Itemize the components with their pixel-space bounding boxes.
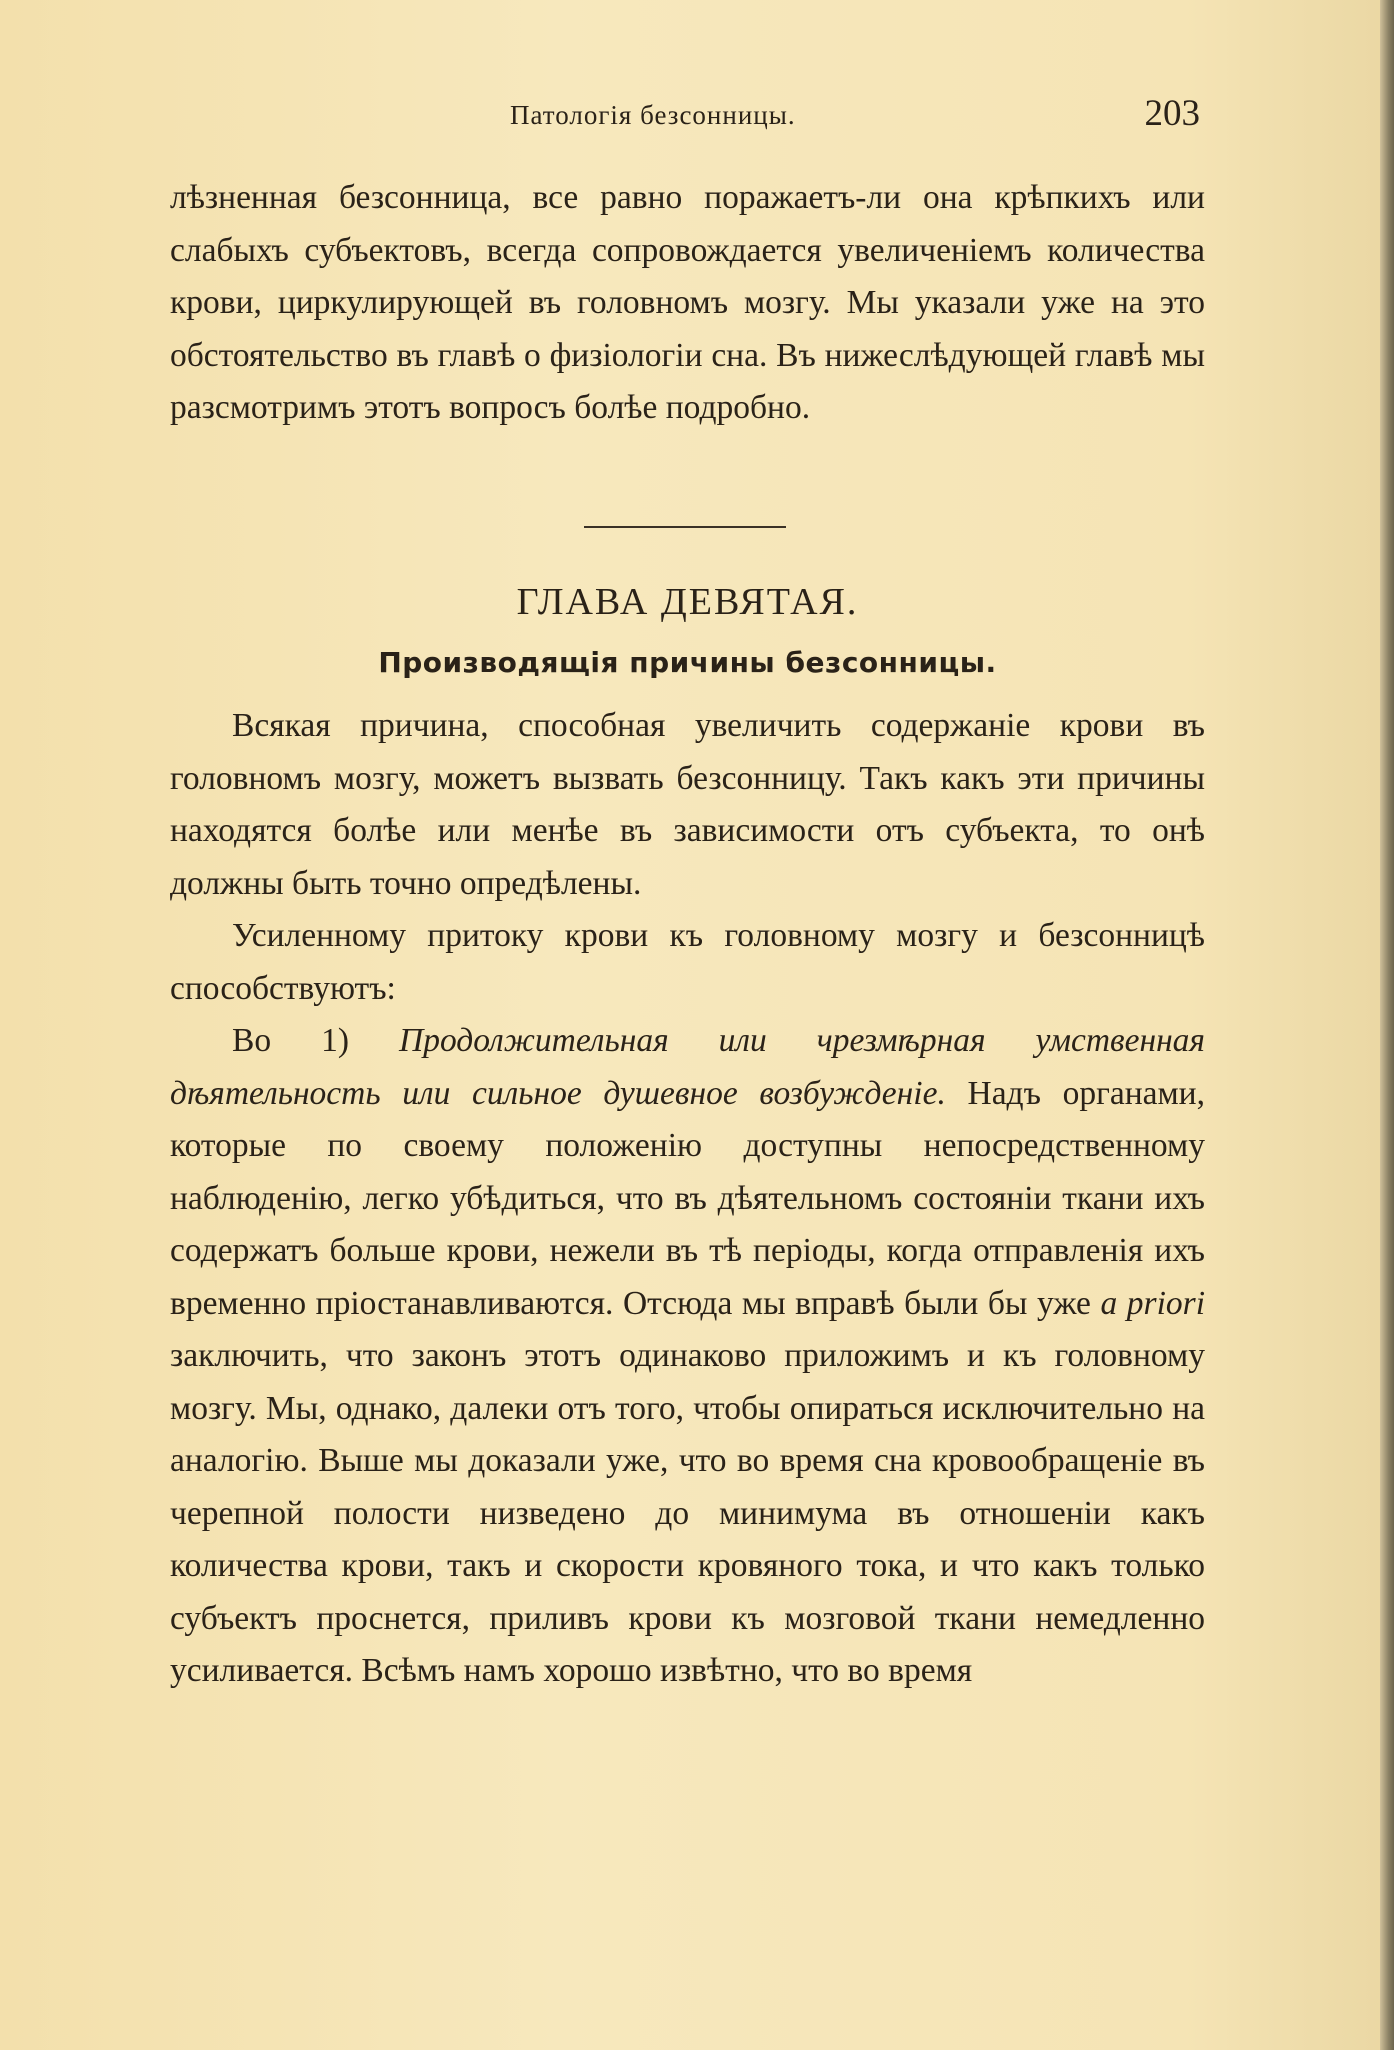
chapter-subtitle: Производящія причины безсонницы. <box>378 646 997 679</box>
paragraph-3-text-2: заключить, что законъ этотъ одинаково приложимъ и къ головному мозгу. Мы, однако, далеки отъ того, чтобы опираться исключительно на аналогію. Выше мы доказали уже, что во время сна кровообращеніе въ черепной полости низведено до минимума въ отношеніи какъ количества крови, такъ и скорости кровяного тока, и что какъ только субъектъ проснется, приливъ крови къ мозговой ткани немедленно усиливается. Всѣмъ намъ хорошо извѣтно, что во время <box>170 1337 1205 1689</box>
intro-text <box>170 172 1205 435</box>
page-header <box>170 92 1200 142</box>
page-edge <box>1380 0 1394 2050</box>
paragraph-2: Усиленному притоку крови къ головному мозгу и безсонницѣ способствуютъ: <box>170 917 1205 1007</box>
paragraph-3-lead: Во 1) <box>232 1022 399 1059</box>
paragraph-3-emphasis: Продолжительная или чрезмѣрная умственная дѣятельность или сильное душевное возбужденіе. <box>170 1022 1206 1112</box>
page-number: 203 <box>1144 93 1200 134</box>
paragraph-3 <box>170 1015 1205 1698</box>
chapter-body <box>170 700 1205 1698</box>
paragraph-1: Всякая причина, способная увеличить содержаніе крови въ головномъ мозгу, можетъ вызвать безсонницу. Такъ какъ эти причины находятся болѣе или менѣе въ зависимости отъ субъекта, то онѣ должны быть точно опредѣлены. <box>170 707 1205 902</box>
running-title: Патологія безсонницы. <box>510 100 796 130</box>
paragraph-3-latin-term: a priori <box>1100 1284 1205 1322</box>
chapter-title: ГЛАВА ДЕВЯТАЯ. <box>516 581 859 623</box>
intro-paragraph: лѣзненная безсонница, все равно поражаетъ-ли она крѣпкихъ или слабыхъ субъектовъ, всегда сопровождается увеличеніемъ количества крови, циркулирующей въ головномъ мозгу. Мы указали уже на это обстоятельство въ главѣ о физіологіи сна. Въ нижеслѣдующей главѣ мы разсмотримъ этотъ вопросъ болѣе подробно. <box>170 179 1205 426</box>
section-divider <box>584 526 786 528</box>
paragraph-3-text-1: Надъ органами, которые по своему положенію доступны непосредственному наблюденію, легко убѣдиться, что въ дѣятельномъ состояніи ткани ихъ содержатъ больше крови, нежели въ тѣ періоды, когда отправленія ихъ временно пріостанавливаются. Отсюда мы вправѣ были бы уже <box>170 1074 1205 1322</box>
